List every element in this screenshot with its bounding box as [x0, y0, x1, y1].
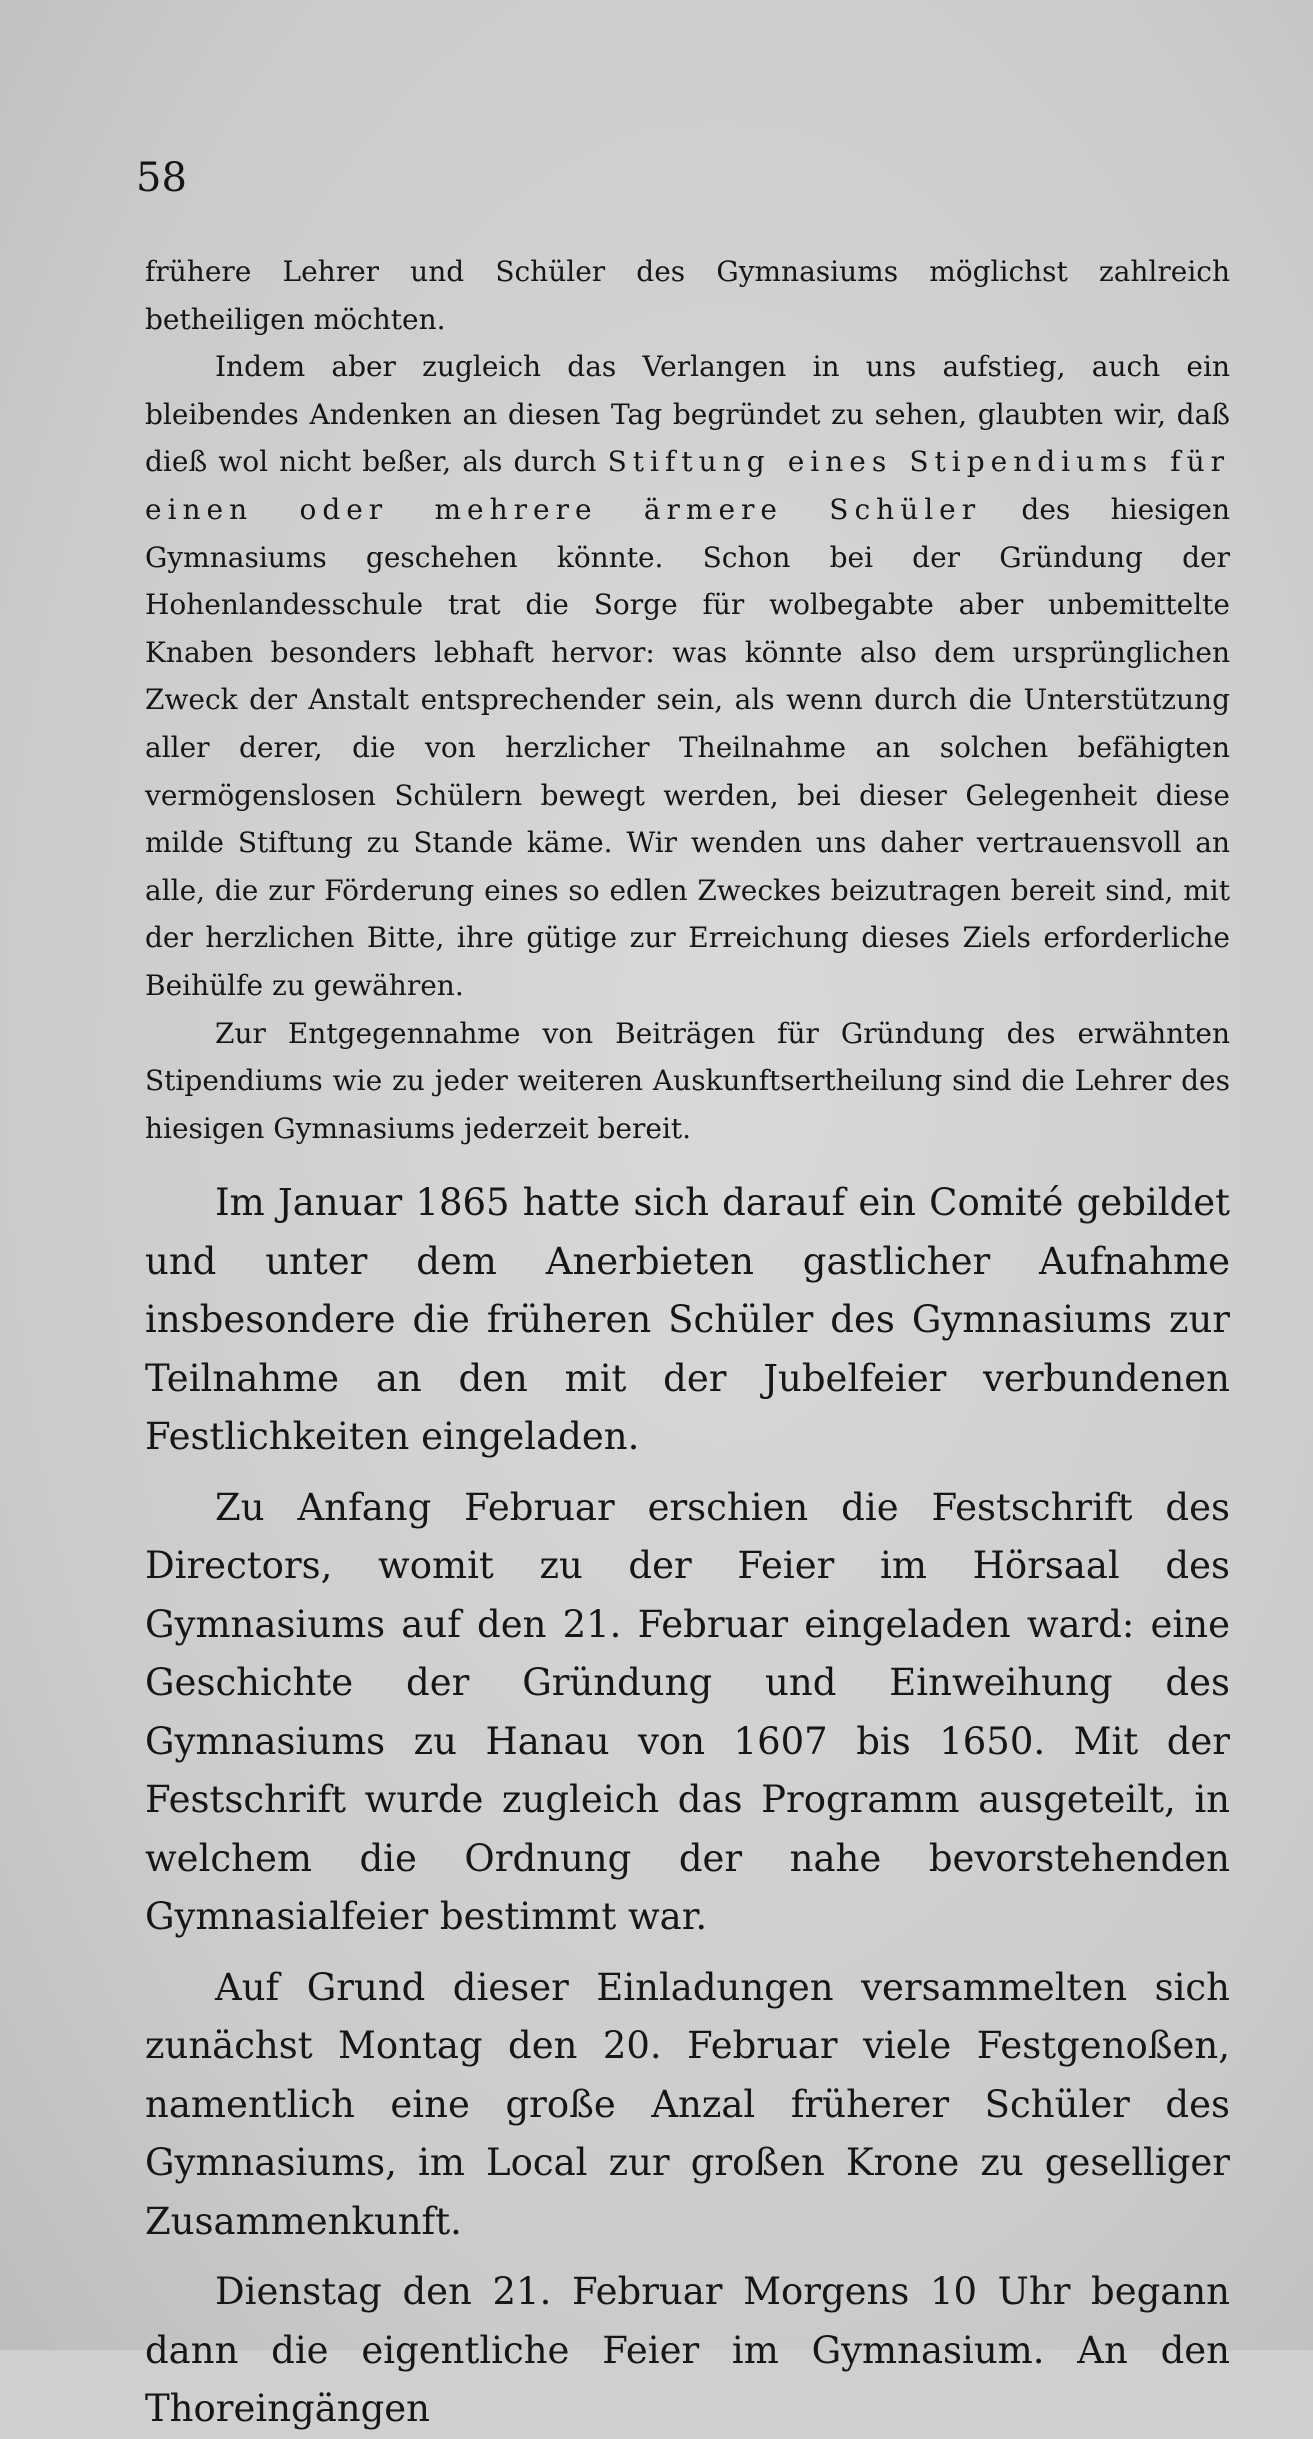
paragraph: Zu Anfang Februar erschien die Festschrift des Directors, womit zu der Feier im Hörsaal des Gymnasiums auf den 21. Februar eingeladen ward: eine Geschichte der Gründung und Einweihung des Gymnasiums zu Hanau von 1607 bis 1650. Mit der Festschrift wurde zugleich das Programm ausgeteilt, in welchem die Ordnung der nahe bevorstehenden Gymnasialfeier bestimmt war. [145, 1485, 1230, 1938]
paragraph: Auf Grund dieser Einladungen versammelten sich zunächst Montag den 20. Februar viele Festgenoßen, namentlich eine große Anzal früherer Schüler des Gymnasiums, im Local zur großen Krone zu geselliger Zusammenkunft. [145, 1965, 1230, 2243]
paragraph: Dienstag den 21. Februar Morgens 10 Uhr begann dann die eigentliche Feier im Gymnasium. An den Thoreingängen [145, 2270, 1230, 2430]
text-run: Indem aber zugleich das Verlangen in uns aufstieg, auch ein bleibendes Andenken an diesen Tag begründet zu sehen, glaubten wir, daß dieß wol nicht beßer, als durch [145, 350, 1230, 479]
paragraph: Im Januar 1865 hatte sich darauf ein Comité gebildet und unter dem Anerbieten gastlicher Aufnahme insbesondere die früheren Schüler des Gymnasiums zur Teilnahme an den mit der Jubelfeier verbundenen Festlichkeiten eingeladen. [145, 1181, 1230, 1458]
spaced-emphasis: Stiftung eines Stipendiums für einen oder mehrere ärmere Schüler [145, 445, 1230, 526]
paragraph [145, 343, 1230, 1009]
paragraph: frühere Lehrer und Schüler des Gymnasiums möglichst zahlreich betheiligen möchten. [145, 255, 1230, 336]
paragraph: Zur Entgegennahme von Beiträgen für Gründung des erwähnten Stipendiums wie zu jeder weiteren Auskunftsertheilung sind die Lehrer des hiesigen Gymnasiums jederzeit bereit. [145, 1016, 1230, 1145]
chronicle-text-block [145, 1174, 1230, 2439]
text-run: des hiesigen Gymnasiums geschehen könnte. Schon bei der Gründung der Hohenlandesschule trat die Sorge für wolbegabte aber unbemittelte Knaben besonders lebhaft hervor: was könnte also dem ursprünglichen Zweck der Anstalt entsprechender sein, als wenn durch die Unterstützung aller derer, die von herzlicher Theilnahme an solchen befähigten vermögenslosen Schülern bewegt werden, bei dieser Gelegenheit diese milde Stiftung zu Stande käme. Wir wenden uns daher vertrauensvoll an alle, die zur Förderung eines so edlen Zweckes beizutragen bereit sind, mit der herzlichen Bitte, ihre gütige zur Erreichung dieses Ziels erforderliche Beihülfe zu gewähren. [145, 492, 1231, 1002]
page-number: 58 [136, 155, 187, 201]
appeal-text-block [145, 248, 1230, 1152]
